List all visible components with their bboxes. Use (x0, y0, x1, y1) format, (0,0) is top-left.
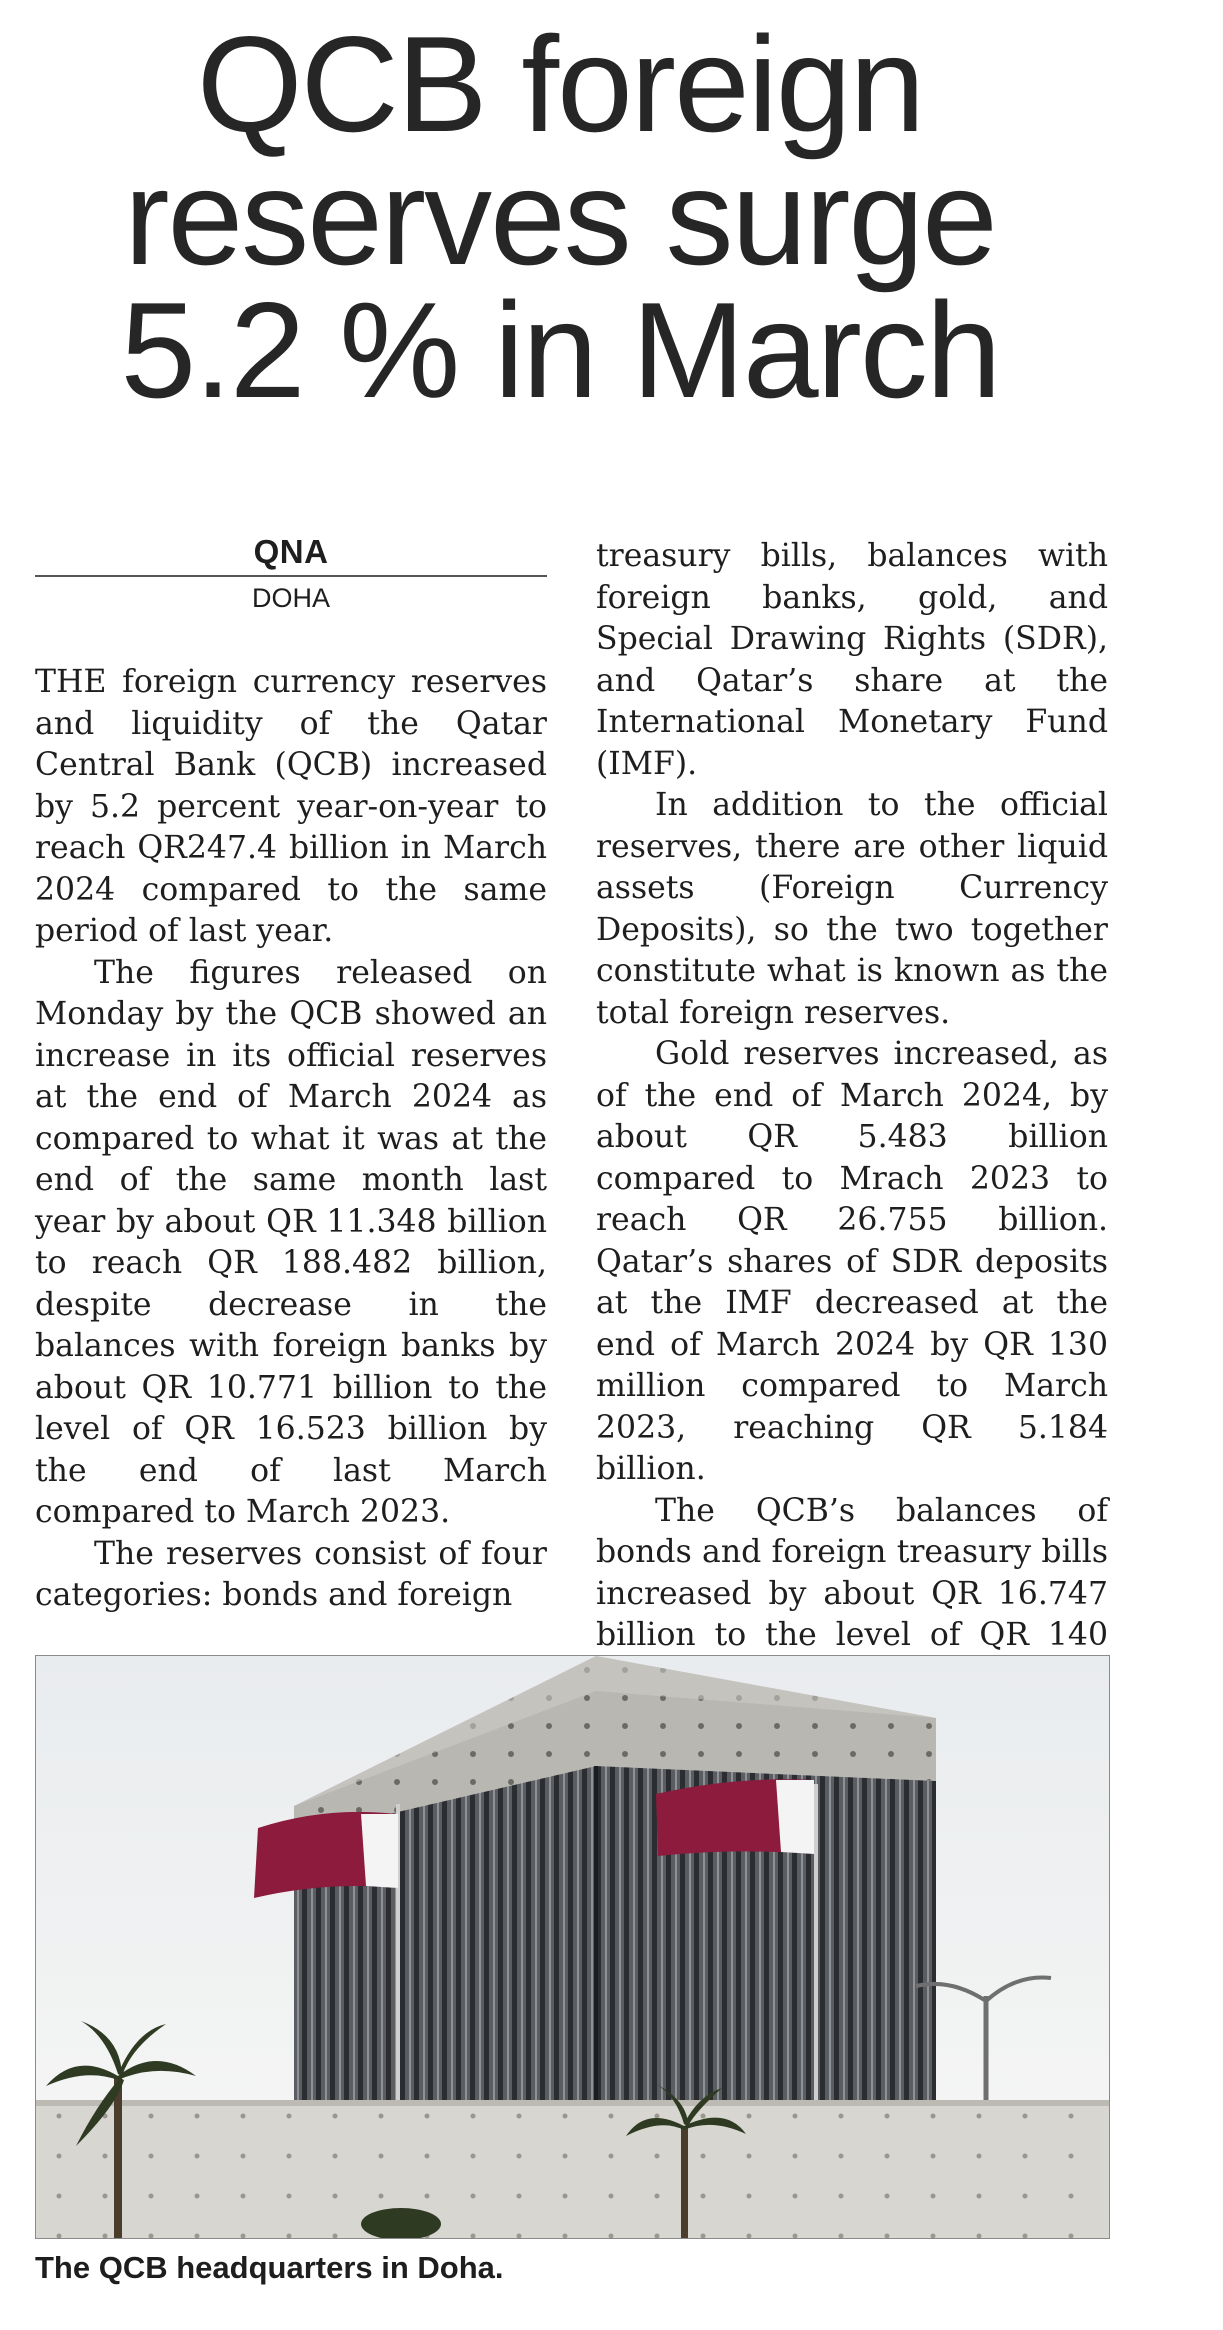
paragraph: In addition to the official reserves, there are other liquid assets (Foreign Currency Deposits), so the two together constitute what is known as the total foreign reserves. (596, 787, 1108, 1031)
paragraph: The reserves consist of four categories: bonds and foreign (35, 1535, 547, 1613)
photo-caption: The QCB headquarters in Doha. (35, 2250, 504, 2285)
paragraph: THE foreign currency reserves and liquidity of the Qatar Central Bank (QCB) increased by 5.2 percent year-on-year to reach QR247.4 billion in March 2024 compared to the same period of last year. (35, 664, 547, 949)
byline-rule (35, 575, 547, 577)
qcb-headquarters-photo (35, 1655, 1110, 2239)
paragraph: Gold reserves increased, as of the end of March 2024, by about QR 5.483 billion compared to Mrach 2023 to reach QR 26.755 billion. Qatar’s shares of SDR deposits at the IMF decreased at the end of March 2024 by QR 130 million compared to March 2023, reaching QR 5.184 billion. (596, 1036, 1108, 1487)
headline (20, 8, 1100, 426)
headline-line-3: 5.2 % in March (120, 274, 1000, 426)
article-column-2 (596, 536, 1108, 1698)
byline-dateline: DOHA (251, 583, 330, 613)
headline-line-1: QCB foreign (196, 8, 924, 160)
headline-line-2: reserves surge (124, 141, 996, 293)
paragraph: The figures released on Monday by the QCB showed an increase in its official reserves at the end of March 2024 as compared to what it was at the end of the same month last year by about QR 11.348 billion to reach QR 188.482 billion, despite decrease in the balances with foreign banks by about QR 10.771 billion to the level of QR 16.523 billion by the end of last March compared to March 2023. (35, 954, 547, 1530)
paragraph: The QCB’s balances of bonds and foreign treasury bills increased by about QR 16.747 billion to the level of QR 140 (596, 1492, 1108, 1653)
paragraph: treasury bills, balances with foreign banks, gold, and Special Drawing Rights (SDR), and Qatar’s share at the International Monetary Fund (IMF). (596, 538, 1108, 782)
byline (35, 533, 547, 613)
byline-agency: QNA (253, 533, 329, 570)
article-column-1 (35, 662, 547, 1617)
